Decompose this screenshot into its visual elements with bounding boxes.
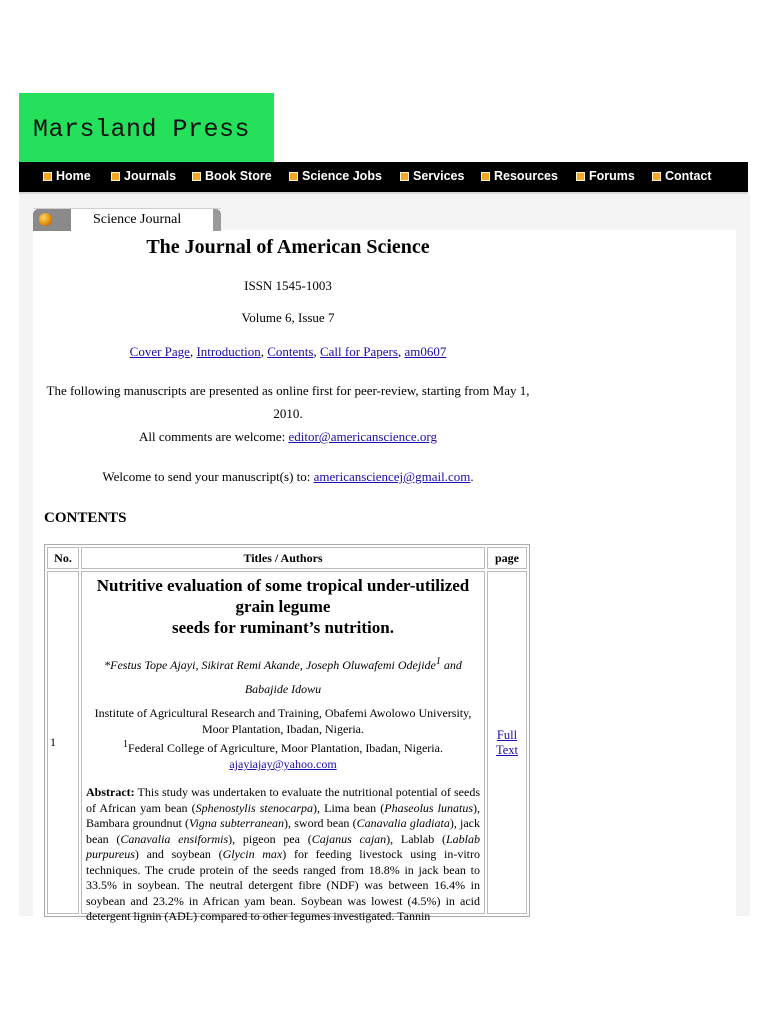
link-separator: , bbox=[397, 344, 405, 359]
nav-bullet-icon bbox=[289, 172, 298, 181]
comments-prefix: All comments are welcome: bbox=[139, 429, 289, 444]
issn: ISSN 1545-1003 bbox=[244, 278, 332, 293]
journal-title: The Journal of American Science bbox=[146, 236, 430, 258]
nav-science-jobs[interactable]: Science Jobs bbox=[289, 169, 382, 183]
nav-forums[interactable]: Forums bbox=[576, 169, 635, 183]
cover-page-link[interactable]: Cover Page bbox=[129, 344, 190, 359]
header-page: page bbox=[487, 547, 527, 569]
paper-title: Nutritive evaluation of some tropical under-utilized grain legume seeds for ruminant’s nutrition. bbox=[96, 576, 470, 637]
nav-bullet-icon bbox=[192, 172, 201, 181]
full-text-link[interactable]: Full Text bbox=[495, 727, 519, 757]
entry-details bbox=[81, 571, 485, 923]
introduction-link[interactable]: Introduction bbox=[196, 344, 261, 359]
am0607-link[interactable]: am0607 bbox=[404, 344, 447, 359]
header-titles: Titles / Authors bbox=[81, 547, 485, 569]
nav-contact[interactable]: Contact bbox=[652, 169, 712, 183]
comments-line bbox=[33, 429, 543, 445]
entry-number: 1 bbox=[47, 571, 79, 914]
nav-resources[interactable]: Resources bbox=[481, 169, 558, 183]
tab-label: Science Journal bbox=[93, 212, 182, 227]
nav-home[interactable]: Home bbox=[43, 169, 91, 183]
table-header-row bbox=[47, 547, 527, 569]
nav-book-store[interactable]: Book Store bbox=[192, 169, 272, 183]
link-separator: , bbox=[189, 344, 197, 359]
site-logo[interactable] bbox=[19, 93, 274, 163]
nav-bullet-icon bbox=[43, 172, 52, 181]
welcome-prefix: Welcome to send your manuscript(s) to: bbox=[102, 469, 314, 484]
editor-email-link[interactable]: editor@americanscience.org bbox=[288, 429, 437, 444]
volume-issue: Volume 6, Issue 7 bbox=[241, 310, 335, 325]
contents-table bbox=[44, 544, 530, 923]
tab-edge bbox=[213, 209, 221, 231]
nav-bullet-icon bbox=[111, 172, 120, 181]
tab-icon-bg bbox=[33, 209, 71, 231]
main-nav bbox=[19, 162, 748, 195]
logo-text: Marsland Press bbox=[33, 115, 251, 144]
entry-page bbox=[487, 571, 527, 914]
author-email-link[interactable]: ajayiajay@yahoo.com bbox=[229, 757, 337, 771]
nav-bullet-icon bbox=[652, 172, 661, 181]
nav-bullet-icon bbox=[576, 172, 585, 181]
nav-services[interactable]: Services bbox=[400, 169, 464, 183]
paper-abstract: Abstract: This study was undertaken to evaluate the nutritional potential of seeds of African yam bean (Sphenostylis stenocarpa), Lima bean (Phaseolus lunatus), Bambara groundnut (Vigna subterranean), sword bean (Canavalia gladiata), jack bean (Canavalia ensiformis), pigeon pea (Cajanus cajan), Lablab (Lablab purpureus) and soybean (Glycin max) for feeding livestock using in-vitro techniques. The crude protein of the seeds ranged from 18.8% in jack bean to 33.5% in soybean. The neutral detergent fibre (NDF) was between 16.4% in soybean and 23.2% in African yam bean. Soybean was lowest (4.5%) in acid detergent lignin (ADL) compared to other legumes investigated. Tannin bbox=[86, 785, 481, 923]
nav-bullet-icon bbox=[400, 172, 409, 181]
contents-heading: CONTENTS bbox=[44, 510, 127, 526]
globe-icon bbox=[39, 213, 52, 226]
paper-affiliations: Institute of Agricultural Research and Training, Obafemi Awolowo University, Moor Plantation, Ibadan, Nigeria. $^1$Federal College of Agriculture, Moor Plantation, Ibadan, Nigeria. ajayiajay@yahoo.com bbox=[94, 706, 472, 771]
paper-authors: *Festus Tope Ajayi, Sikirat Remi Akande, Joseph Oluwafemi Odejide$^1$ and Babajide Idowu bbox=[104, 656, 462, 696]
nav-bullet-icon bbox=[481, 172, 490, 181]
link-separator: , bbox=[313, 344, 320, 359]
welcome-line bbox=[33, 469, 543, 485]
table-row bbox=[47, 571, 527, 914]
header-no: No. bbox=[47, 547, 79, 569]
notice-line-1: The following manuscripts are presented as online first for peer-review, starting from May 1, bbox=[46, 383, 530, 398]
welcome-suffix: . bbox=[470, 469, 474, 484]
notice-line-2: 2010. bbox=[273, 406, 303, 421]
link-separator: , bbox=[260, 344, 268, 359]
journal-links bbox=[33, 344, 543, 360]
call-for-papers-link[interactable]: Call for Papers bbox=[319, 344, 398, 359]
nav-journals[interactable]: Journals bbox=[111, 169, 176, 183]
section-tab[interactable] bbox=[33, 208, 221, 231]
submission-email-link[interactable]: americansciencej@gmail.com bbox=[313, 469, 471, 484]
contents-link[interactable]: Contents bbox=[267, 344, 314, 359]
